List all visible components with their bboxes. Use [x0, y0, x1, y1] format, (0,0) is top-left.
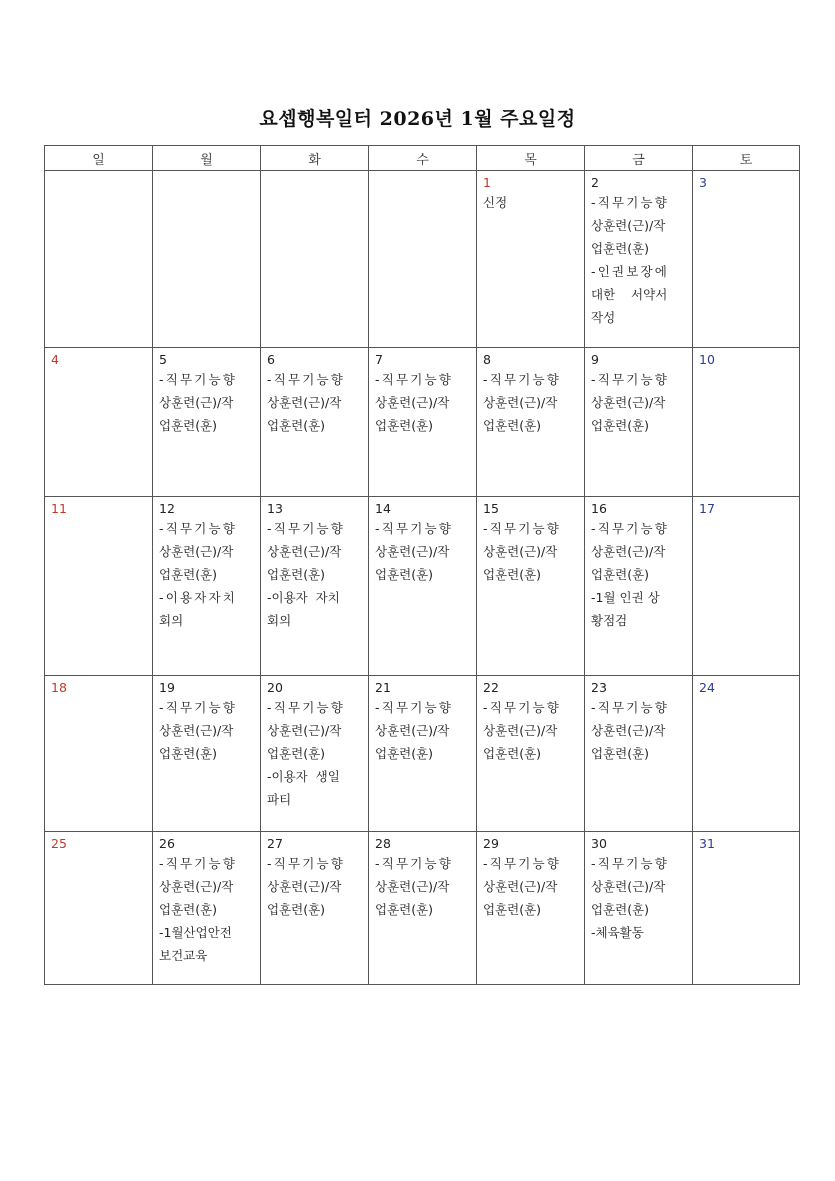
day-cell	[369, 348, 477, 497]
event-line: -직무기능향	[159, 700, 238, 715]
day-cell	[153, 171, 261, 348]
event-line: -인권보장에	[591, 264, 670, 279]
day-number: 28	[375, 836, 391, 851]
day-number: 6	[267, 352, 275, 367]
event-line: -직무기능향	[483, 700, 562, 715]
event-line: 상훈련(근)/작	[375, 879, 450, 894]
event-line: 작성	[591, 310, 616, 325]
day-cell	[261, 497, 369, 676]
day-cell	[261, 348, 369, 497]
event-line: 상훈련(근)/작	[267, 544, 342, 559]
week-row	[45, 348, 800, 497]
calendar-table	[44, 145, 800, 985]
day-number: 27	[267, 836, 283, 851]
day-number: 3	[699, 175, 707, 190]
event-line: 상훈련(근)/작	[591, 879, 666, 894]
day-number: 16	[591, 501, 607, 516]
event-line: 상훈련(근)/작	[159, 723, 234, 738]
event-line: -직무기능향	[591, 700, 670, 715]
event-line: -직무기능향	[159, 521, 238, 536]
event-line: 상훈련(근)/작	[159, 395, 234, 410]
day-number: 20	[267, 680, 283, 695]
weekday-header: 일	[45, 146, 153, 171]
day-cell	[477, 348, 585, 497]
event-line: 업훈련(훈)	[483, 746, 542, 761]
calendar-body	[45, 171, 800, 985]
event-line: -직무기능향	[591, 856, 670, 871]
event-line: 업훈련(훈)	[375, 418, 434, 433]
event-line: 업훈련(훈)	[375, 746, 434, 761]
event-line: 상훈련(근)/작	[591, 723, 666, 738]
event-line: 업훈련(훈)	[483, 567, 542, 582]
day-number: 18	[51, 680, 67, 695]
day-number: 7	[375, 352, 383, 367]
weekday-header: 목	[477, 146, 585, 171]
event-line: -직무기능향	[375, 700, 454, 715]
event-line: -직무기능향	[591, 521, 670, 536]
day-cell	[45, 832, 153, 985]
day-cell	[369, 832, 477, 985]
event-line: 상훈련(근)/작	[159, 879, 234, 894]
event-line: 업훈련(훈)	[267, 567, 326, 582]
day-cell	[585, 832, 693, 985]
event-line: -직무기능향	[267, 372, 346, 387]
event-line: 업훈련(훈)	[483, 418, 542, 433]
event-line: -직무기능향	[267, 856, 346, 871]
event-line: 상훈련(근)/작	[267, 879, 342, 894]
day-number: 2	[591, 175, 599, 190]
weekday-header-row	[45, 146, 800, 171]
day-number: 8	[483, 352, 491, 367]
event-line: -직무기능향	[375, 521, 454, 536]
week-row	[45, 676, 800, 832]
event-line: 상훈련(근)/작	[375, 544, 450, 559]
event-line: 업훈련(훈)	[375, 567, 434, 582]
day-cell	[261, 832, 369, 985]
event-line: 업훈련(훈)	[483, 902, 542, 917]
day-number: 11	[51, 501, 67, 516]
day-number: 5	[159, 352, 167, 367]
day-number: 15	[483, 501, 499, 516]
day-cell	[477, 832, 585, 985]
event-line: 업훈련(훈)	[159, 418, 218, 433]
day-cell	[45, 171, 153, 348]
day-number: 17	[699, 501, 715, 516]
event-line: 업훈련(훈)	[591, 418, 650, 433]
day-cell	[477, 497, 585, 676]
event-line: -이용자 자치	[267, 590, 340, 605]
event-line: 황점검	[591, 613, 628, 628]
weekday-header: 화	[261, 146, 369, 171]
weekday-header: 토	[693, 146, 800, 171]
event-line: 업훈련(훈)	[267, 902, 326, 917]
weekday-header: 금	[585, 146, 693, 171]
day-number: 1	[483, 175, 491, 190]
event-line: 업훈련(훈)	[591, 567, 650, 582]
event-line: -직무기능향	[375, 372, 454, 387]
event-line: 상훈련(근)/작	[267, 723, 342, 738]
event-line: -이용자자치	[159, 590, 238, 605]
event-line: 회의	[267, 613, 292, 628]
event-line: -1월 인권 상	[591, 590, 660, 605]
day-cell	[261, 171, 369, 348]
event-line: 상훈련(근)/작	[483, 879, 558, 894]
event-line: 대한 서약서	[591, 287, 668, 302]
day-number: 29	[483, 836, 499, 851]
event-line: -이용자 생일	[267, 769, 340, 784]
day-cell	[585, 497, 693, 676]
week-row	[45, 832, 800, 985]
event-line: 업훈련(훈)	[591, 746, 650, 761]
day-number: 23	[591, 680, 607, 695]
day-number: 31	[699, 836, 715, 851]
event-line: -직무기능향	[267, 700, 346, 715]
event-line: -직무기능향	[483, 372, 562, 387]
day-number: 13	[267, 501, 283, 516]
event-line: -직무기능향	[483, 521, 562, 536]
day-number: 10	[699, 352, 715, 367]
day-cell	[693, 497, 800, 676]
day-number: 30	[591, 836, 607, 851]
event-line: -직무기능향	[375, 856, 454, 871]
day-cell	[45, 497, 153, 676]
day-cell	[153, 348, 261, 497]
page-title: 요셉행복일터 2026년 1월 주요일정	[259, 108, 576, 130]
day-number: 24	[699, 680, 715, 695]
event-line: -체육활동	[591, 925, 644, 940]
event-line: 업훈련(훈)	[159, 746, 218, 761]
event-line: 상훈련(근)/작	[375, 723, 450, 738]
event-line: 업훈련(훈)	[591, 902, 650, 917]
day-cell	[261, 676, 369, 832]
event-line: 상훈련(근)/작	[483, 723, 558, 738]
day-cell	[369, 171, 477, 348]
day-number: 25	[51, 836, 67, 851]
event-line: 상훈련(근)/작	[591, 218, 666, 233]
week-row	[45, 497, 800, 676]
day-number: 22	[483, 680, 499, 695]
event-line: -직무기능향	[591, 195, 670, 210]
event-line: 파티	[267, 792, 292, 807]
day-cell	[45, 348, 153, 497]
event-line: -1월산업안전	[159, 925, 232, 940]
event-line: -직무기능향	[159, 856, 238, 871]
event-line: 상훈련(근)/작	[591, 544, 666, 559]
day-number: 9	[591, 352, 599, 367]
event-line: 상훈련(근)/작	[591, 395, 666, 410]
event-line: 상훈련(근)/작	[159, 544, 234, 559]
event-line: 상훈련(근)/작	[375, 395, 450, 410]
event-line: 업훈련(훈)	[375, 902, 434, 917]
day-number: 12	[159, 501, 175, 516]
event-line: 업훈련(훈)	[267, 418, 326, 433]
day-cell	[477, 171, 585, 348]
day-cell	[369, 676, 477, 832]
event-line: 상훈련(근)/작	[483, 544, 558, 559]
day-number: 19	[159, 680, 175, 695]
event-line: 상훈련(근)/작	[267, 395, 342, 410]
event-line: 회의	[159, 613, 184, 628]
day-number: 26	[159, 836, 175, 851]
day-cell	[477, 676, 585, 832]
day-cell	[153, 497, 261, 676]
day-cell	[693, 832, 800, 985]
day-number: 4	[51, 352, 59, 367]
event-line: 업훈련(훈)	[159, 902, 218, 917]
event-line: -직무기능향	[159, 372, 238, 387]
event-line: 신정	[483, 195, 508, 210]
event-line: -직무기능향	[591, 372, 670, 387]
event-line: -직무기능향	[483, 856, 562, 871]
weekday-header: 월	[153, 146, 261, 171]
day-cell	[585, 676, 693, 832]
day-cell	[153, 832, 261, 985]
day-cell	[45, 676, 153, 832]
day-cell	[693, 171, 800, 348]
event-line: 업훈련(훈)	[159, 567, 218, 582]
day-cell	[693, 348, 800, 497]
week-row	[45, 171, 800, 348]
day-cell	[153, 676, 261, 832]
event-line: 업훈련(훈)	[267, 746, 326, 761]
event-line: 업훈련(훈)	[591, 241, 650, 256]
event-line: 보건교육	[159, 948, 208, 963]
event-line: 상훈련(근)/작	[483, 395, 558, 410]
day-cell	[585, 348, 693, 497]
day-cell	[369, 497, 477, 676]
day-cell	[693, 676, 800, 832]
day-number: 21	[375, 680, 391, 695]
weekday-header: 수	[369, 146, 477, 171]
day-number: 14	[375, 501, 391, 516]
day-cell	[585, 171, 693, 348]
event-line: -직무기능향	[267, 521, 346, 536]
